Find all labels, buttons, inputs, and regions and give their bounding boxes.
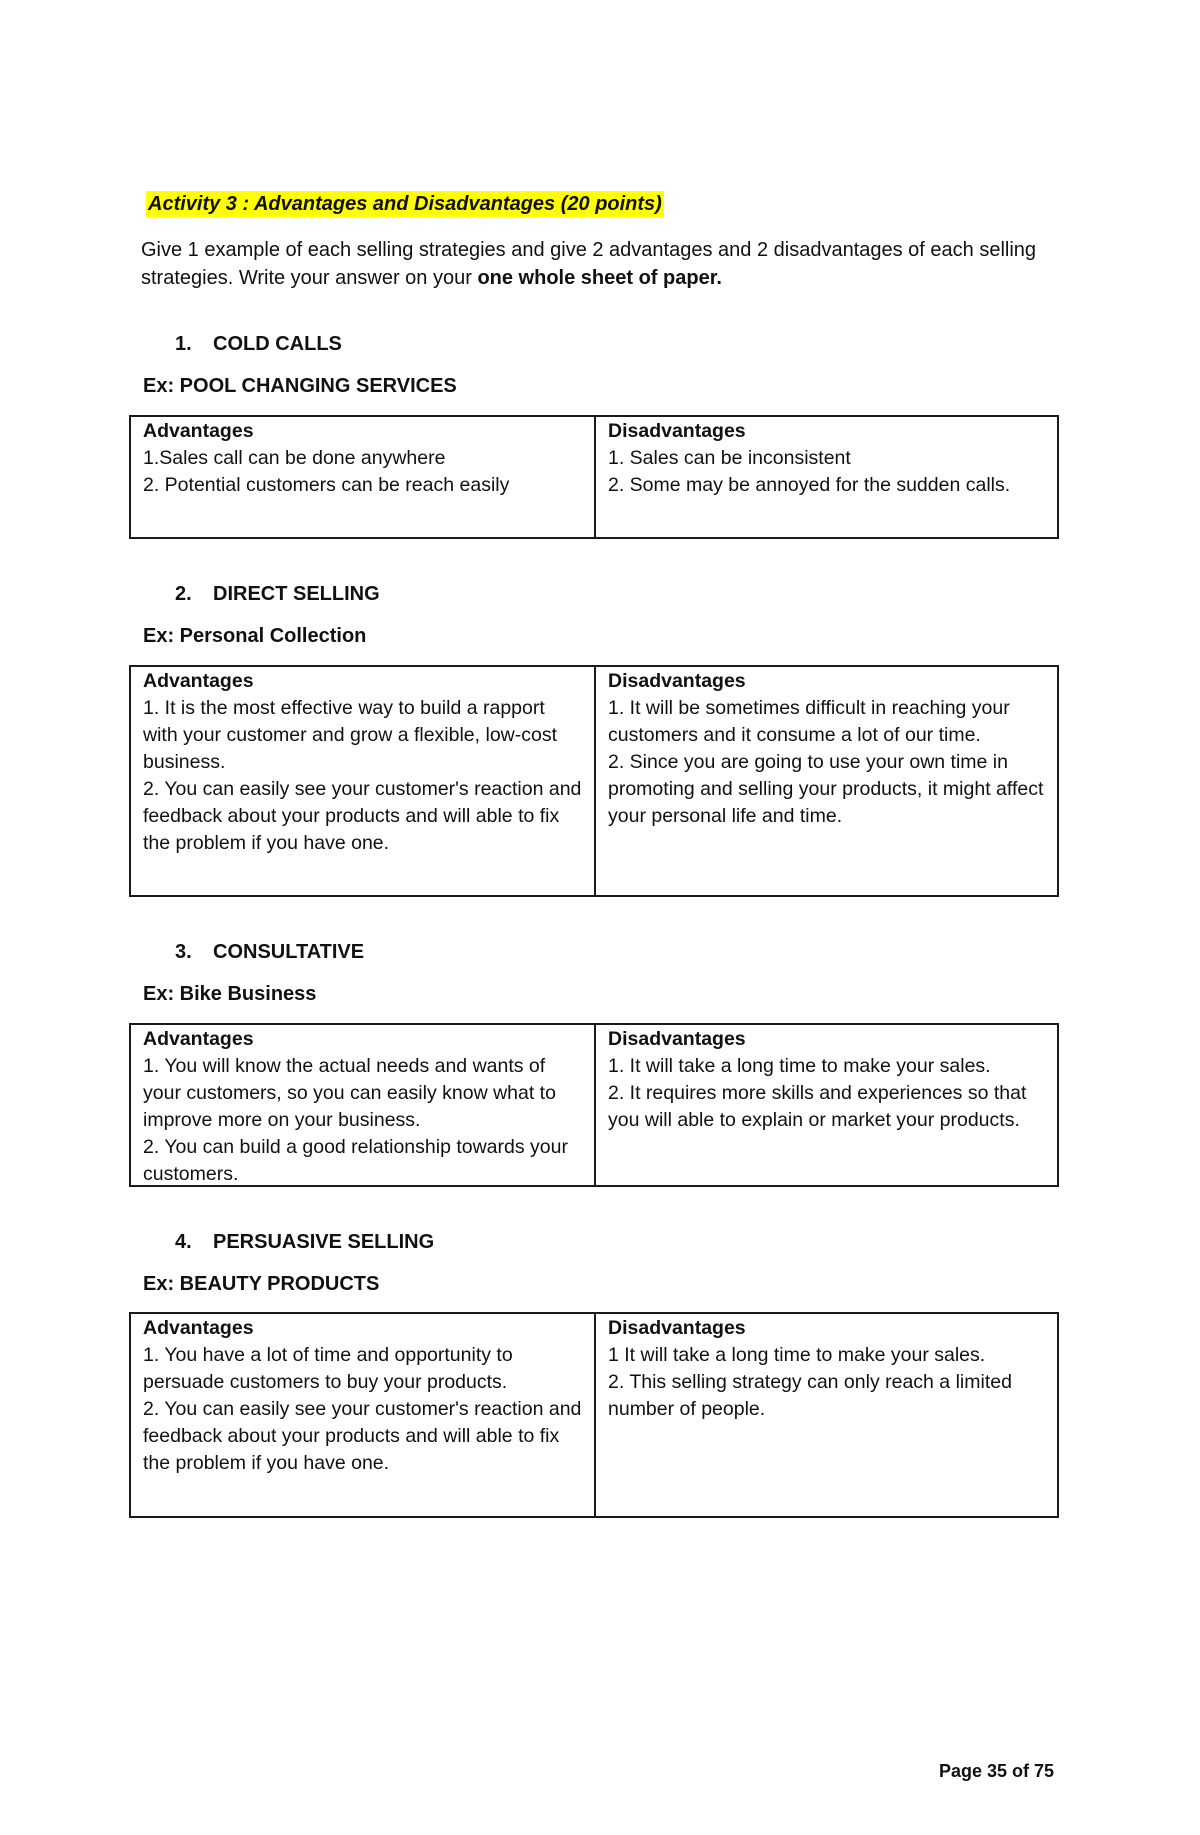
activity-title: Activity 3 : Advantages and Disadvantages (20 points) <box>148 193 662 215</box>
advantages-header: Advantages <box>143 1317 254 1339</box>
disadvantage-item: 1. It will take a long time to make your sales. <box>608 1055 991 1077</box>
section-number: 4. <box>175 1231 192 1253</box>
advantages-table-consultative <box>129 1023 1059 1187</box>
disadvantage-item: 1 It will take a long time to make your sales. <box>608 1344 986 1366</box>
disadvantages-header: Disadvantages <box>608 1317 746 1339</box>
section-example: Ex: BEAUTY PRODUCTS <box>143 1273 380 1295</box>
advantages-table-persuasive-selling <box>129 1312 1059 1518</box>
advantages-header: Advantages <box>143 1028 254 1050</box>
advantages-column <box>131 417 594 537</box>
advantage-item: 1.Sales call can be done anywhere <box>143 447 446 469</box>
section-title: CONSULTATIVE <box>213 941 365 963</box>
advantages-column <box>131 1025 594 1185</box>
advantage-item: 2. You can easily see your customer's reaction and feedback about your products and will able to fix the problem if you have one. <box>143 778 582 854</box>
section-heading-consultative <box>175 939 364 965</box>
disadvantages-column <box>594 417 1057 537</box>
advantages-table-direct-selling <box>129 665 1059 897</box>
disadvantage-item: 2. It requires more skills and experiences so that you will able to explain or market your products. <box>608 1082 1027 1131</box>
section-example: Ex: POOL CHANGING SERVICES <box>143 375 457 397</box>
advantages-header: Advantages <box>143 420 254 442</box>
instructions-emphasis: one whole sheet of paper. <box>477 267 722 289</box>
disadvantage-item: 1. Sales can be inconsistent <box>608 447 851 469</box>
advantage-item: 2. You can build a good relationship towards your customers. <box>143 1136 568 1185</box>
section-heading-persuasive-selling <box>175 1229 434 1255</box>
advantage-item: 1. It is the most effective way to build a rapport with your customer and grow a flexible, low-cost business. <box>143 697 558 773</box>
section-title: COLD CALLS <box>213 333 342 355</box>
activity-instructions <box>141 236 1071 292</box>
advantages-header: Advantages <box>143 670 254 692</box>
instructions-text: Give 1 example of each selling strategies and give 2 advantages and 2 disadvantages of each selling strategies. Write your answer on your <box>141 239 1037 289</box>
disadvantages-column <box>594 1025 1057 1185</box>
disadvantages-column <box>594 1314 1057 1516</box>
disadvantages-header: Disadvantages <box>608 670 746 692</box>
disadvantage-item: 2. Some may be annoyed for the sudden calls. <box>608 474 1011 496</box>
section-example: Ex: Personal Collection <box>143 625 367 647</box>
advantage-item: 1. You have a lot of time and opportunity to persuade customers to buy your products. <box>143 1344 513 1393</box>
section-example: Ex: Bike Business <box>143 983 317 1005</box>
section-heading-direct-selling <box>175 581 380 607</box>
section-title: PERSUASIVE SELLING <box>213 1231 435 1253</box>
section-number: 1. <box>175 333 192 355</box>
advantages-column <box>131 1314 594 1516</box>
disadvantages-column <box>594 667 1057 895</box>
advantage-item: 1. You will know the actual needs and wants of your customers, so you can easily know what to improve more on your business. <box>143 1055 556 1131</box>
page-number: Page 35 of 75 <box>939 1761 1055 1781</box>
advantage-item: 2. You can easily see your customer's reaction and feedback about your products and will able to fix the problem if you have one. <box>143 1398 582 1474</box>
advantages-table-cold-calls <box>129 415 1059 539</box>
disadvantage-item: 1. It will be sometimes difficult in reaching your customers and it consume a lot of our time. <box>608 697 1010 746</box>
disadvantage-item: 2. This selling strategy can only reach a limited number of people. <box>608 1371 1012 1420</box>
disadvantages-header: Disadvantages <box>608 1028 746 1050</box>
section-title: DIRECT SELLING <box>213 583 380 605</box>
advantage-item: 2. Potential customers can be reach easily <box>143 474 510 496</box>
section-number: 2. <box>175 583 192 605</box>
section-number: 3. <box>175 941 192 963</box>
disadvantage-item: 2. Since you are going to use your own time in promoting and selling your products, it might affect your personal life and time. <box>608 751 1044 827</box>
advantages-column <box>131 667 594 895</box>
disadvantages-header: Disadvantages <box>608 420 746 442</box>
section-heading-cold-calls <box>175 331 342 357</box>
